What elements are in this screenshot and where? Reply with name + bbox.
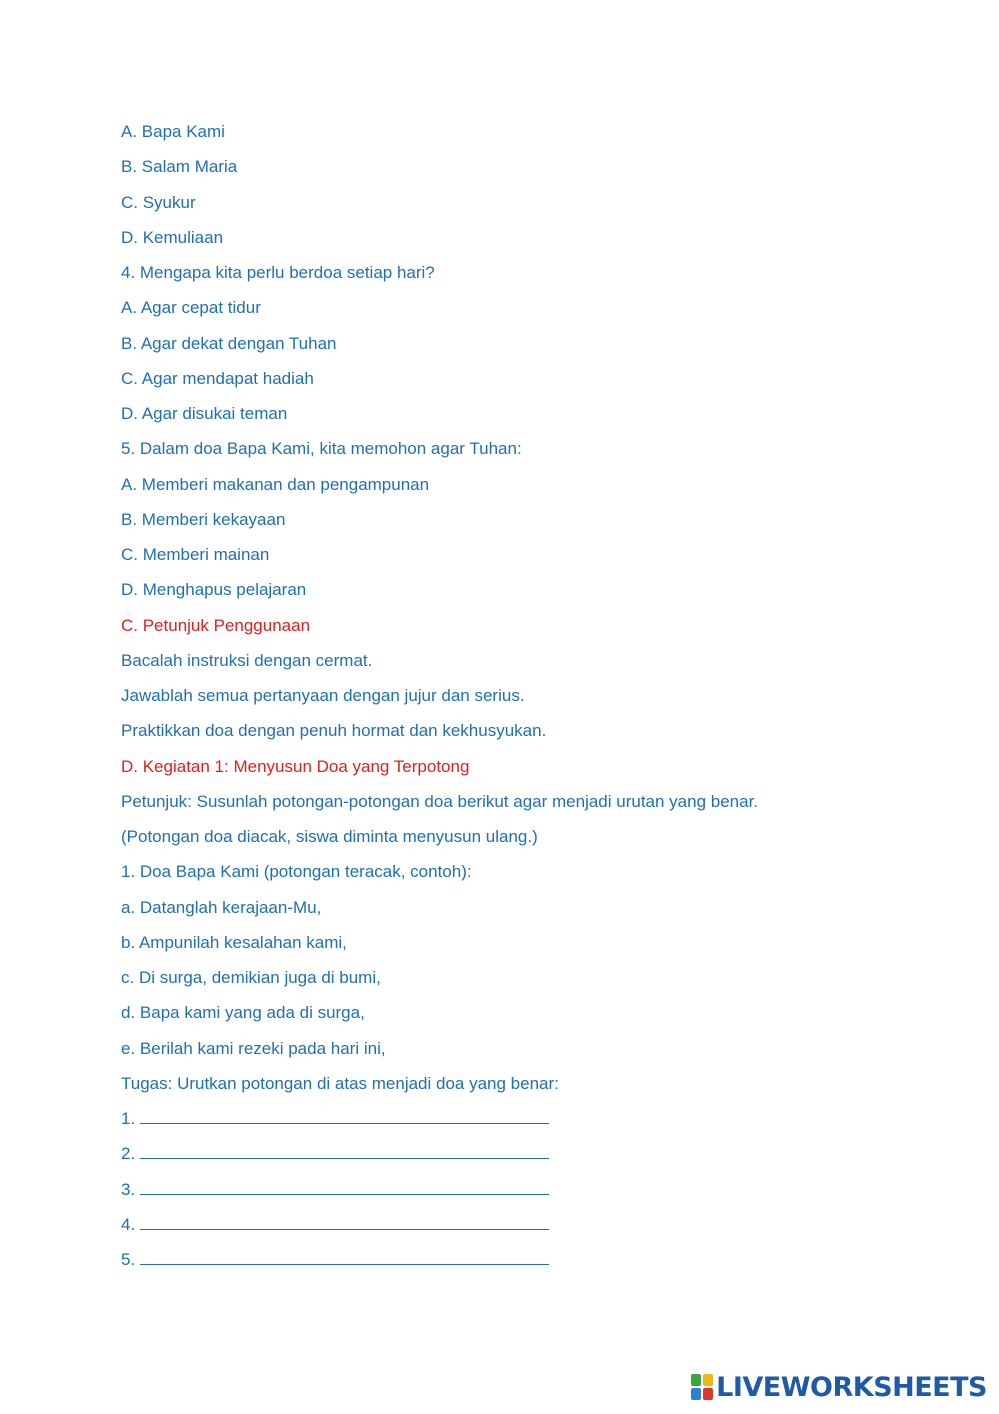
- text-line: d. Bapa kami yang ada di surga,: [121, 1003, 365, 1023]
- text-line: C. Syukur: [121, 192, 196, 212]
- logo-mark-square: [703, 1374, 713, 1386]
- text-line: b. Ampunilah kesalahan kami,: [121, 932, 347, 952]
- answer-blank[interactable]: [140, 1140, 549, 1159]
- text-line: A. Bapa Kami: [121, 122, 225, 141]
- section-heading: D. Kegiatan 1: Menyusun Doa yang Terpotong: [121, 756, 470, 776]
- text-line: A. Memberi makanan dan pengampunan: [121, 474, 430, 494]
- text-line: c. Di surga, demikian juga di bumi,: [121, 968, 381, 987]
- text-line: D. Agar disukai teman: [121, 404, 288, 423]
- text-line: D. Kemuliaan: [121, 227, 224, 247]
- text-line: (Potongan doa diacak, siswa diminta menyusun ulang.): [121, 827, 538, 846]
- answer-number: 1.: [121, 1109, 136, 1128]
- answer-number: 3.: [121, 1179, 136, 1199]
- answer-blank[interactable]: [140, 1176, 549, 1195]
- text-line: Praktikkan doa dengan penuh hormat dan kekhusyukan.: [121, 721, 547, 741]
- section-heading: C. Petunjuk Penggunaan: [121, 615, 311, 635]
- logo-mark-square: [691, 1388, 701, 1400]
- answer-number: 5.: [121, 1250, 136, 1269]
- text-line: Bacalah instruksi dengan cermat.: [121, 650, 373, 670]
- worksheet-content: [121, 114, 921, 1277]
- text-line: e. Berilah kami rezeki pada hari ini,: [121, 1038, 386, 1058]
- text-line: Tugas: Urutkan potongan di atas menjadi doa yang benar:: [121, 1073, 559, 1093]
- logo-text: LIVEWORKSHEETS: [716, 1371, 987, 1403]
- answer-line: [121, 1101, 921, 1136]
- text-line: C. Memberi mainan: [121, 545, 270, 564]
- text-line: 5. Dalam doa Bapa Kami, kita memohon agar Tuhan:: [121, 439, 522, 459]
- text-line: D. Menghapus pelajaran: [121, 580, 307, 600]
- answer-line: [121, 1242, 921, 1277]
- text-line: a. Datanglah kerajaan-Mu,: [121, 897, 322, 917]
- answer-line: [121, 1136, 921, 1171]
- answer-number: 2.: [121, 1144, 136, 1164]
- liveworksheets-logo: [691, 1370, 987, 1404]
- answer-number: 4.: [121, 1214, 136, 1234]
- answer-line: [121, 1207, 921, 1242]
- answer-line: [121, 1172, 921, 1207]
- answer-blank[interactable]: [140, 1246, 549, 1265]
- text-line: B. Memberi kekayaan: [121, 509, 286, 529]
- liveworksheets-logo-icon: [691, 1374, 713, 1400]
- logo-mark-square: [703, 1388, 713, 1400]
- text-line: C. Agar mendapat hadiah: [121, 368, 314, 388]
- logo-mark-square: [691, 1374, 701, 1386]
- text-line: A. Agar cepat tidur: [121, 298, 261, 318]
- text-line: 1. Doa Bapa Kami (potongan teracak, contoh):: [121, 862, 472, 882]
- answer-blank[interactable]: [140, 1105, 549, 1124]
- text-line: Petunjuk: Susunlah potongan-potongan doa berikut agar menjadi urutan yang benar.: [121, 791, 759, 811]
- answer-blank[interactable]: [140, 1211, 549, 1230]
- text-line: Jawablah semua pertanyaan dengan jujur dan serius.: [121, 686, 525, 705]
- text-line: B. Salam Maria: [121, 157, 238, 177]
- text-line: 4. Mengapa kita perlu berdoa setiap hari?: [121, 263, 435, 282]
- text-line: B. Agar dekat dengan Tuhan: [121, 333, 337, 353]
